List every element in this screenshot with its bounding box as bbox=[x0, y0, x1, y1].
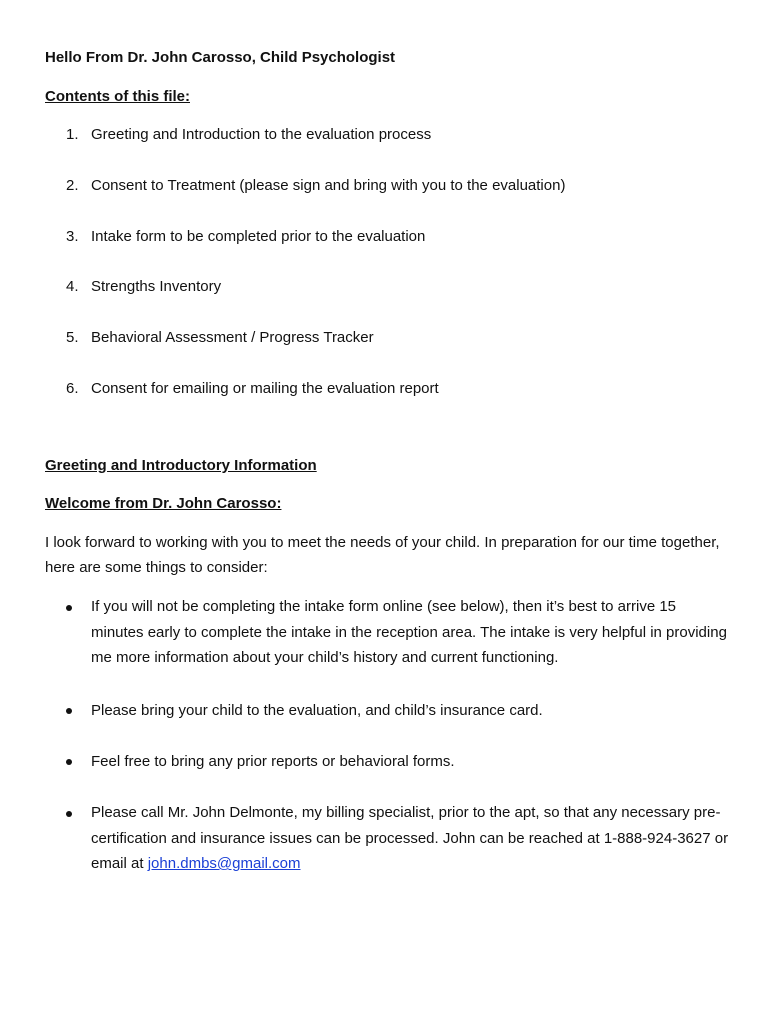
list-item-number: 4. bbox=[66, 278, 79, 295]
list-item: Consent to Treatment (please sign and bring with you to the evaluation) bbox=[91, 177, 566, 194]
list-item: If you will not be completing the intake form online (see below), then it’s best to arrive 15 minutes early to complete the intake in the reception area. The intake is very helpful in providing me more information about your child’s history and current functioning. bbox=[91, 598, 727, 666]
list-item-billing bbox=[91, 800, 731, 877]
bullet-icon bbox=[66, 708, 72, 714]
list-item-number: 2. bbox=[66, 177, 79, 194]
bullet-icon bbox=[66, 605, 72, 611]
contents-heading: Contents of this file: bbox=[45, 88, 190, 105]
list-item: Please bring your child to the evaluation, and child’s insurance card. bbox=[91, 702, 543, 719]
list-item: Consent for emailing or mailing the evaluation report bbox=[91, 380, 439, 397]
bullet-icon bbox=[66, 811, 72, 817]
list-item: Intake form to be completed prior to the evaluation bbox=[91, 228, 426, 245]
billing-text: Please call Mr. John Delmonte, my billing specialist, prior to the apt, so that any necessary pre-certification and insurance issues can be processed. John can be reached at 1-888-924-3627 or email at bbox=[91, 804, 729, 872]
list-item-number: 3. bbox=[66, 228, 79, 245]
intro-paragraph: I look forward to working with you to meet the needs of your child. In preparation for our time together, here are some things to consider: bbox=[45, 534, 720, 576]
list-item: Feel free to bring any prior reports or behavioral forms. bbox=[91, 753, 455, 770]
list-item: Strengths Inventory bbox=[91, 278, 222, 295]
list-item: Greeting and Introduction to the evaluation process bbox=[91, 126, 432, 143]
list-item: Behavioral Assessment / Progress Tracker bbox=[91, 329, 374, 346]
email-link[interactable]: john.dmbs@gmail.com bbox=[147, 855, 301, 872]
section-heading: Greeting and Introductory Information bbox=[45, 457, 317, 474]
list-item-number: 1. bbox=[66, 126, 79, 143]
welcome-heading: Welcome from Dr. John Carosso: bbox=[45, 495, 282, 512]
bullet-icon bbox=[66, 759, 72, 765]
document-greeting-title: Hello From Dr. John Carosso, Child Psychologist bbox=[45, 49, 396, 66]
list-item-number: 6. bbox=[66, 380, 79, 397]
list-item-number: 5. bbox=[66, 329, 79, 346]
